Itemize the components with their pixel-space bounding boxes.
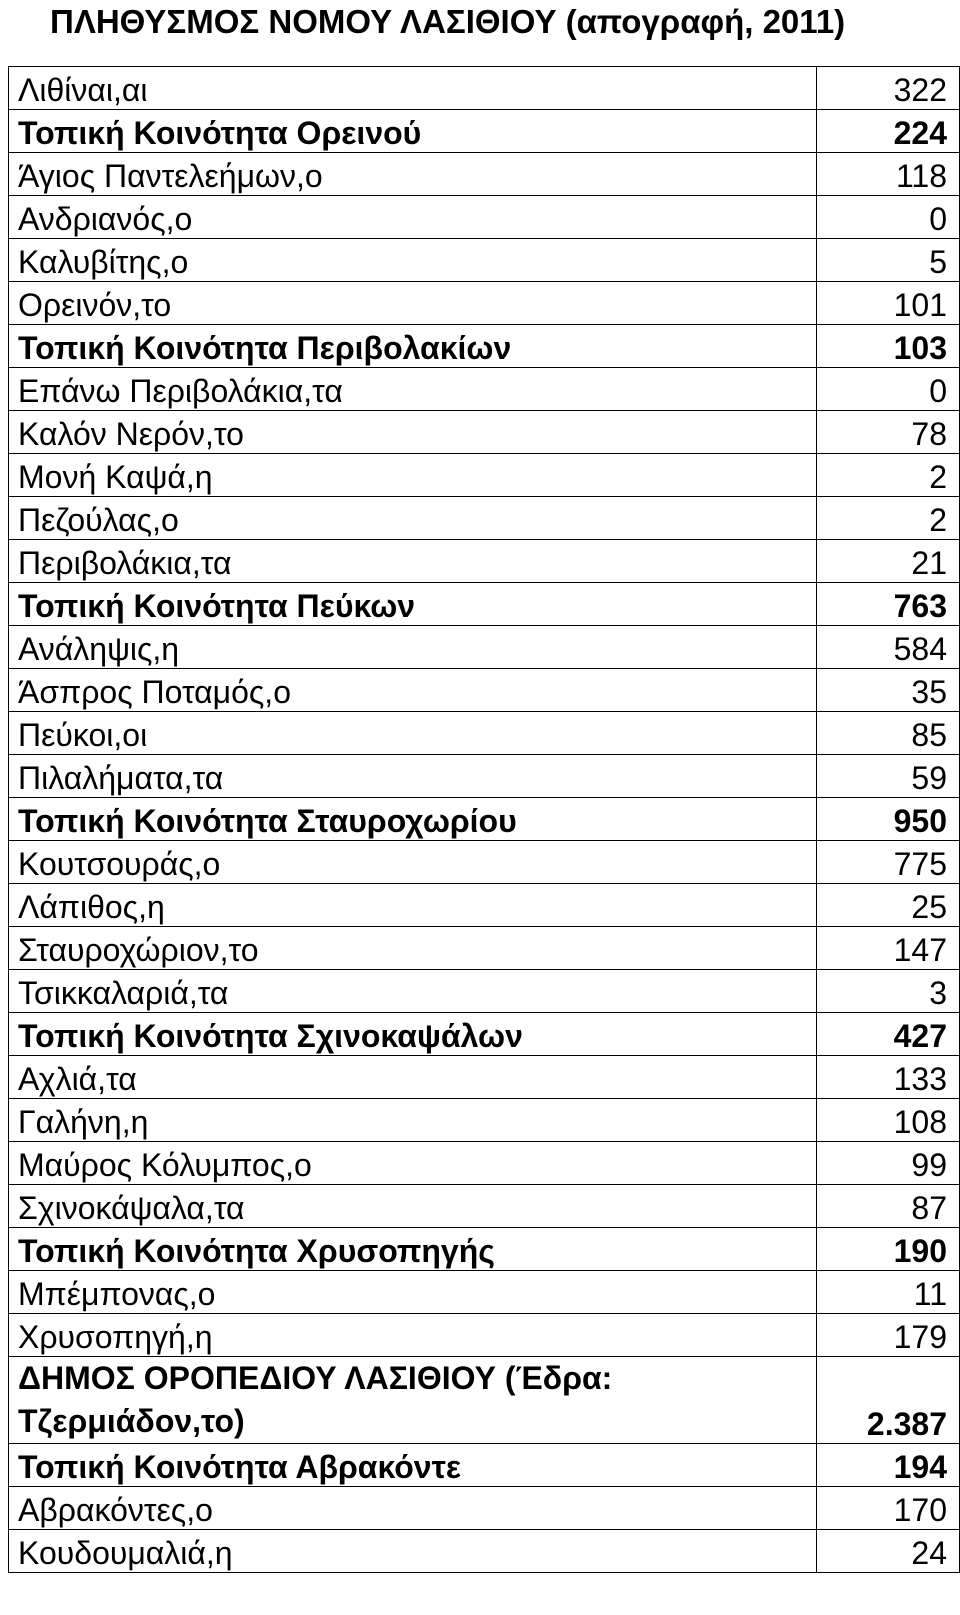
population-value-cell: 5: [817, 239, 960, 282]
place-name-cell: Αβρακόντες,ο: [9, 1487, 817, 1530]
population-value-cell: 0: [817, 368, 960, 411]
table-row: [9, 970, 960, 1013]
place-name-cell: Χρυσοπηγή,η: [9, 1314, 817, 1357]
table-row: [9, 1314, 960, 1357]
place-name-cell: Τοπική Κοινότητα Σταυροχωρίου: [9, 798, 817, 841]
table-row-group: [9, 1013, 960, 1056]
population-value-cell: 427: [817, 1013, 960, 1056]
place-name-cell: Τοπική Κοινότητα Ορεινού: [9, 110, 817, 153]
place-name-cell: Λιθίναι,αι: [9, 67, 817, 110]
place-name-cell: Ανδριανός,ο: [9, 196, 817, 239]
table-row: [9, 67, 960, 110]
population-value-cell: 85: [817, 712, 960, 755]
population-value-cell: 763: [817, 583, 960, 626]
table-row-group: [9, 798, 960, 841]
place-name-cell: Μονή Καψά,η: [9, 454, 817, 497]
population-value-cell: 25: [817, 884, 960, 927]
place-name-cell: Μπέμπονας,ο: [9, 1271, 817, 1314]
table-row: [9, 196, 960, 239]
population-value-cell: 133: [817, 1056, 960, 1099]
place-name-cell: Αχλιά,τα: [9, 1056, 817, 1099]
population-value-cell: 2.387: [817, 1357, 960, 1444]
place-name-cell: ΔΗΜΟΣ ΟΡΟΠΕΔΙΟΥ ΛΑΣΙΘΙΟΥ (Έδρα: Τζερμιάδον,το): [9, 1357, 817, 1444]
population-value-cell: 59: [817, 755, 960, 798]
table-row: [9, 497, 960, 540]
table-row: [9, 626, 960, 669]
population-value-cell: 24: [817, 1530, 960, 1573]
table-row: [9, 1099, 960, 1142]
population-table: [8, 66, 960, 1573]
place-name-cell: Τοπική Κοινότητα Χρυσοπηγής: [9, 1228, 817, 1271]
place-name-cell: Σταυροχώριον,το: [9, 927, 817, 970]
place-name-cell: Ορεινόν,το: [9, 282, 817, 325]
table-row: [9, 712, 960, 755]
table-row-group: [9, 583, 960, 626]
table-row: [9, 927, 960, 970]
place-name-cell: Τοπική Κοινότητα Περιβολακίων: [9, 325, 817, 368]
table-row: [9, 1185, 960, 1228]
place-name-cell: Τσικκαλαριά,τα: [9, 970, 817, 1013]
table-row-group: [9, 110, 960, 153]
population-value-cell: 2: [817, 454, 960, 497]
place-name-cell: Ανάληψις,η: [9, 626, 817, 669]
table-row-group: [9, 1228, 960, 1271]
population-value-cell: 103: [817, 325, 960, 368]
population-value-cell: 170: [817, 1487, 960, 1530]
place-name-cell: Επάνω Περιβολάκια,τα: [9, 368, 817, 411]
place-name-cell: Άσπρος Ποταμός,ο: [9, 669, 817, 712]
place-name-cell: Μαύρος Κόλυμπος,ο: [9, 1142, 817, 1185]
table-row: [9, 1530, 960, 1573]
table-row-group: [9, 1357, 960, 1444]
population-value-cell: 179: [817, 1314, 960, 1357]
population-table-body: [9, 67, 960, 1573]
page-title: ΠΛΗΘΥΣΜΟΣ ΝΟΜΟΥ ΛΑΣΙΘΙΟΥ (απογραφή, 2011): [50, 3, 846, 40]
population-value-cell: 147: [817, 927, 960, 970]
place-name-cell: Τοπική Κοινότητα Αβρακόντε: [9, 1444, 817, 1487]
table-row: [9, 153, 960, 196]
table-row: [9, 841, 960, 884]
table-row: [9, 368, 960, 411]
population-value-cell: 118: [817, 153, 960, 196]
place-name-cell: Περιβολάκια,τα: [9, 540, 817, 583]
place-name-cell: Σχινοκάψαλα,τα: [9, 1185, 817, 1228]
population-value-cell: 194: [817, 1444, 960, 1487]
population-value-cell: 0: [817, 196, 960, 239]
place-name-cell: Τοπική Κοινότητα Πεύκων: [9, 583, 817, 626]
population-value-cell: 35: [817, 669, 960, 712]
population-value-cell: 584: [817, 626, 960, 669]
table-row-group: [9, 1444, 960, 1487]
population-value-cell: 775: [817, 841, 960, 884]
population-value-cell: 322: [817, 67, 960, 110]
population-value-cell: 101: [817, 282, 960, 325]
population-value-cell: 950: [817, 798, 960, 841]
place-name-cell: Πιλαλήματα,τα: [9, 755, 817, 798]
table-row: [9, 884, 960, 927]
population-value-cell: 99: [817, 1142, 960, 1185]
population-value-cell: 190: [817, 1228, 960, 1271]
population-value-cell: 78: [817, 411, 960, 454]
table-row: [9, 282, 960, 325]
table-row: [9, 669, 960, 712]
table-row: [9, 1271, 960, 1314]
table-row: [9, 1142, 960, 1185]
table-row: [9, 454, 960, 497]
place-name-cell: Κουτσουράς,ο: [9, 841, 817, 884]
population-value-cell: 11: [817, 1271, 960, 1314]
population-value-cell: 108: [817, 1099, 960, 1142]
place-name-cell: Άγιος Παντελεήμων,ο: [9, 153, 817, 196]
place-name-cell: Λάπιθος,η: [9, 884, 817, 927]
place-name-cell: Γαλήνη,η: [9, 1099, 817, 1142]
place-name-cell: Τοπική Κοινότητα Σχινοκαψάλων: [9, 1013, 817, 1056]
place-name-cell: Πεύκοι,οι: [9, 712, 817, 755]
table-row: [9, 411, 960, 454]
table-row: [9, 1056, 960, 1099]
population-value-cell: 3: [817, 970, 960, 1013]
place-name-cell: Καλυβίτης,ο: [9, 239, 817, 282]
table-row: [9, 755, 960, 798]
population-value-cell: 224: [817, 110, 960, 153]
table-row-group: [9, 325, 960, 368]
place-name-cell: Κουδουμαλιά,η: [9, 1530, 817, 1573]
population-value-cell: 21: [817, 540, 960, 583]
population-value-cell: 87: [817, 1185, 960, 1228]
population-value-cell: 2: [817, 497, 960, 540]
place-name-cell: Καλόν Νερόν,το: [9, 411, 817, 454]
table-row: [9, 1487, 960, 1530]
place-name-cell: Πεζούλας,ο: [9, 497, 817, 540]
table-row: [9, 540, 960, 583]
table-row: [9, 239, 960, 282]
